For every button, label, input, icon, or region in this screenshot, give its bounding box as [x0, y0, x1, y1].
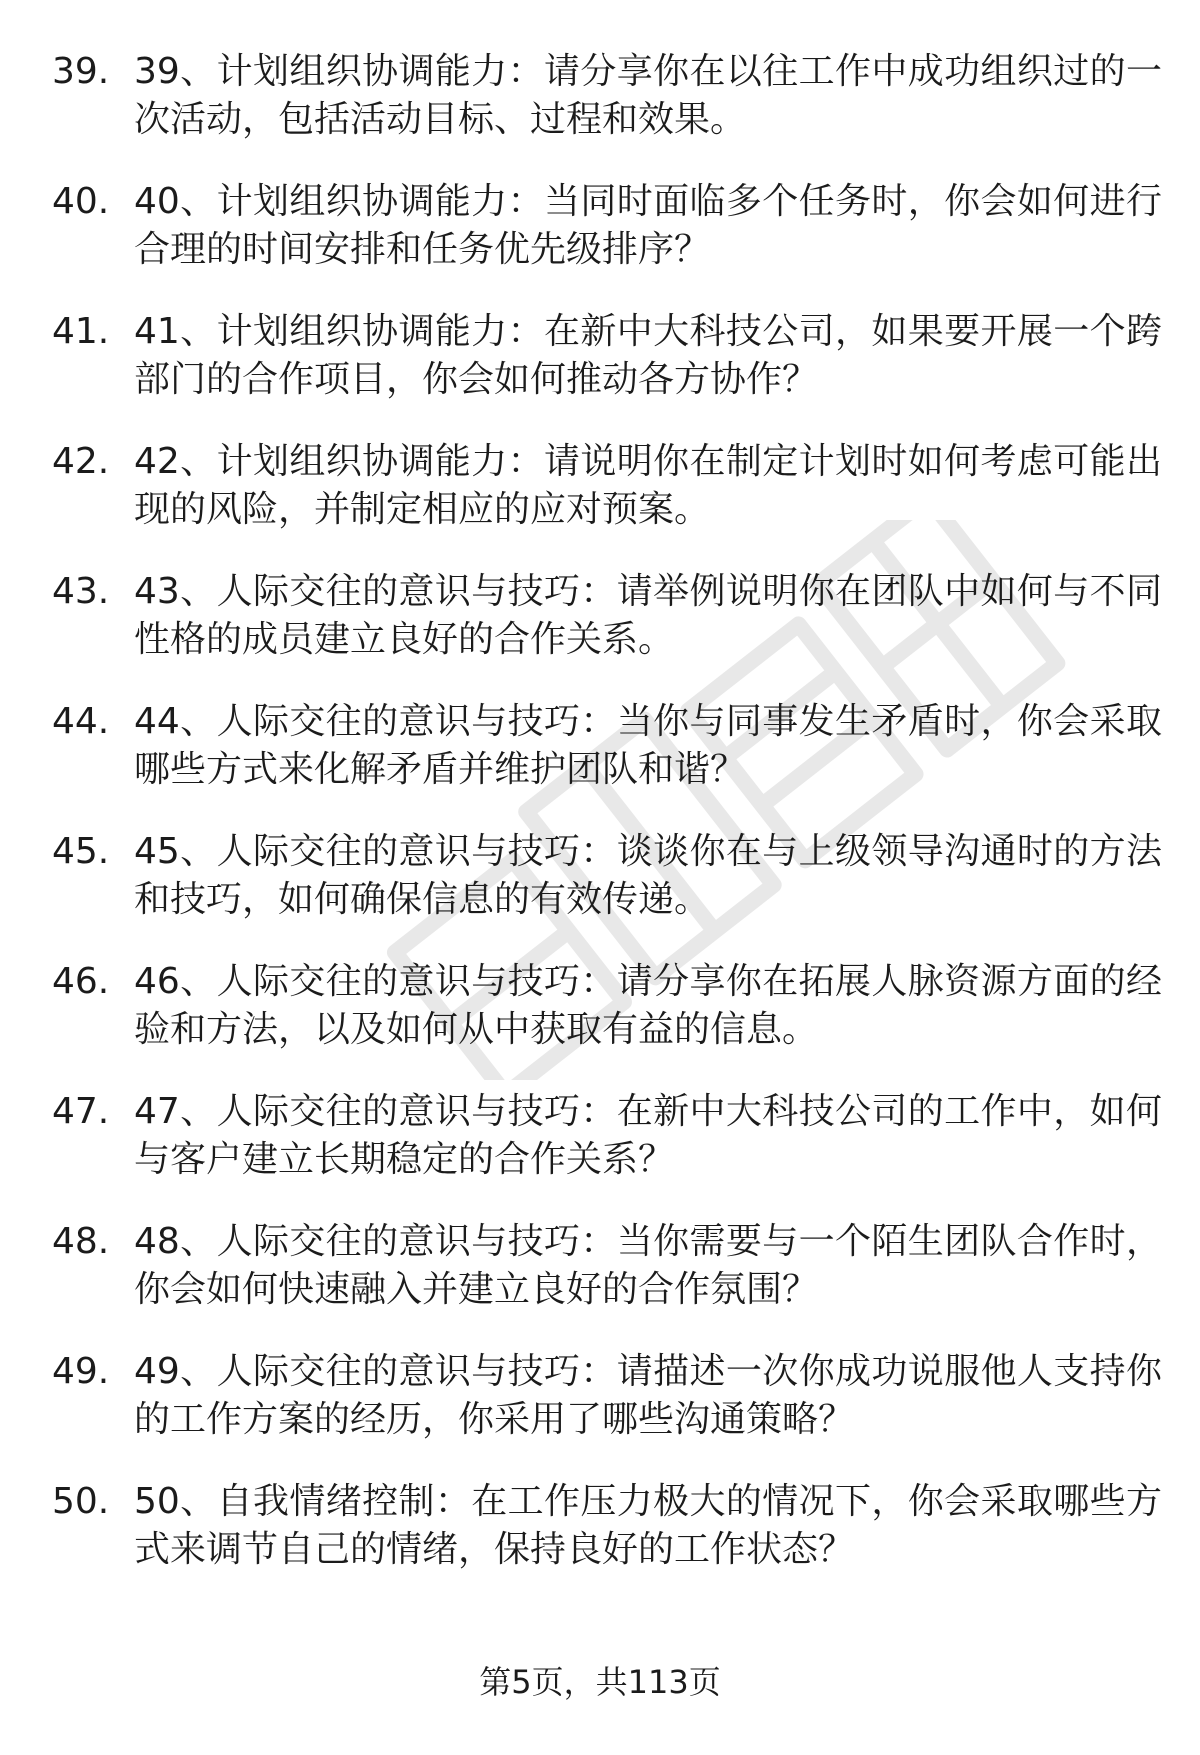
- question-text: 48、人际交往的意识与技巧：当你需要与一个陌生团队合作时，你会如何快速融入并建立良好的合作氛围？: [134, 1221, 1162, 1310]
- question-text: 45、人际交往的意识与技巧：谈谈你在与上级领导沟通时的方法和技巧，如何确保信息的有效传递。: [134, 831, 1162, 920]
- question-number: 49.: [52, 1351, 110, 1392]
- question-item: [52, 698, 1162, 794]
- question-item: [52, 48, 1162, 144]
- question-number: 48.: [52, 1221, 110, 1262]
- question-item: [52, 438, 1162, 534]
- question-text: 50、自我情绪控制：在工作压力极大的情况下，你会采取哪些方式来调节自己的情绪，保持良好的工作状态？: [134, 1481, 1162, 1570]
- question-list: [52, 48, 1162, 1608]
- question-text: 43、人际交往的意识与技巧：请举例说明你在团队中如何与不同性格的成员建立良好的合作关系。: [134, 571, 1162, 660]
- question-item: [52, 1478, 1162, 1574]
- question-text: 49、人际交往的意识与技巧：请描述一次你成功说服他人支持你的工作方案的经历，你采用了哪些沟通策略？: [134, 1351, 1162, 1440]
- question-text: 41、计划组织协调能力：在新中大科技公司，如果要开展一个跨部门的合作项目，你会如何推动各方协作？: [134, 311, 1162, 400]
- question-item: [52, 1218, 1162, 1314]
- question-item: [52, 178, 1162, 274]
- question-item: [52, 308, 1162, 404]
- question-item: [52, 828, 1162, 924]
- question-number: 45.: [52, 831, 110, 872]
- question-item: [52, 1088, 1162, 1184]
- question-text: 40、计划组织协调能力：当同时面临多个任务时，你会如何进行合理的时间安排和任务优先级排序？: [134, 181, 1162, 270]
- question-text: 47、人际交往的意识与技巧：在新中大科技公司的工作中，如何与客户建立长期稳定的合作关系？: [134, 1091, 1162, 1180]
- question-text: 42、计划组织协调能力：请说明你在制定计划时如何考虑可能出现的风险，并制定相应的应对预案。: [134, 441, 1162, 530]
- page-number-label: 第5页，共113页: [479, 1663, 721, 1701]
- question-text: 46、人际交往的意识与技巧：请分享你在拓展人脉资源方面的经验和方法，以及如何从中获取有益的信息。: [134, 961, 1162, 1050]
- question-number: 50.: [52, 1481, 110, 1522]
- question-number: 42.: [52, 441, 110, 482]
- question-number: 39.: [52, 51, 110, 92]
- question-number: 43.: [52, 571, 110, 612]
- page-footer: [0, 1662, 1200, 1702]
- question-number: 44.: [52, 701, 110, 742]
- question-text: 44、人际交往的意识与技巧：当你与同事发生矛盾时，你会采取哪些方式来化解矛盾并维护团队和谐？: [134, 701, 1162, 790]
- question-text: 39、计划组织协调能力：请分享你在以往工作中成功组织过的一次活动，包括活动目标、过程和效果。: [134, 51, 1162, 140]
- question-item: [52, 958, 1162, 1054]
- question-item: [52, 1348, 1162, 1444]
- question-item: [52, 568, 1162, 664]
- question-number: 47.: [52, 1091, 110, 1132]
- question-number: 40.: [52, 181, 110, 222]
- question-number: 41.: [52, 311, 110, 352]
- question-number: 46.: [52, 961, 110, 1002]
